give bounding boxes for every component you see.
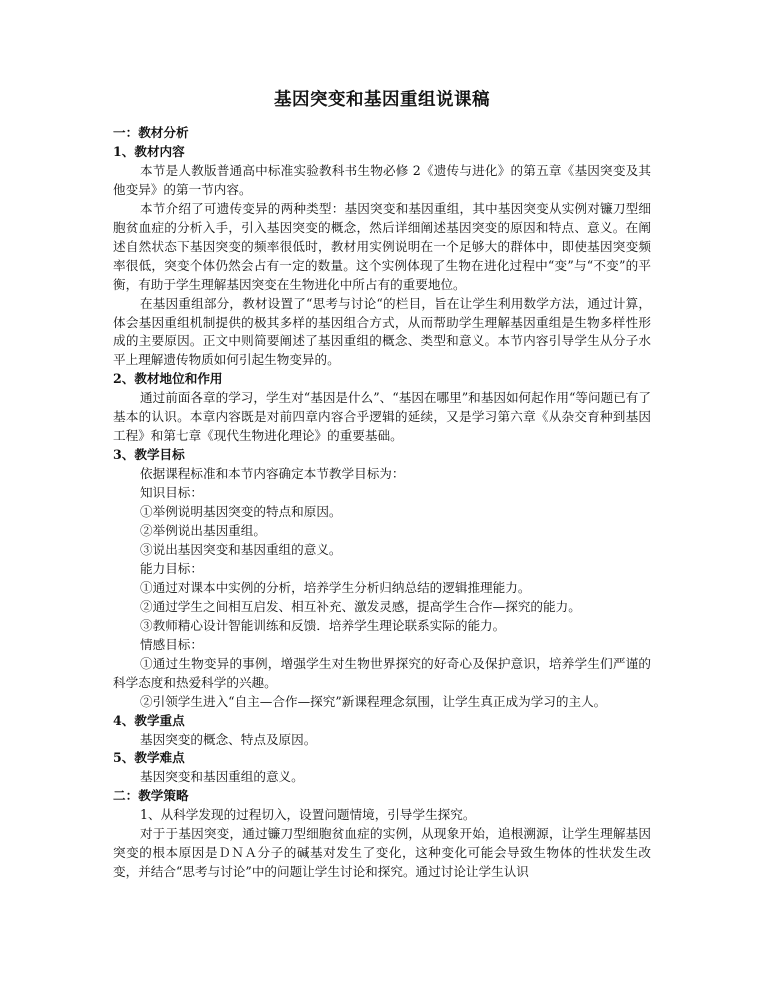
goal-item: ②通过学生之间相互启发、相互补充、激发灵感，提高学生合作—探究的能力。: [140, 598, 581, 614]
subsection-heading: 1、教材内容: [113, 143, 185, 159]
goal-item: ③教师精心设计智能训练和反馈．培养学生理论联系实际的能力。: [140, 617, 506, 633]
section-heading: 二：教学策略: [113, 788, 189, 804]
paragraph: 基因突变的概念、特点及原因。: [140, 731, 317, 747]
goal-heading: 知识目标：: [140, 485, 203, 501]
subsection-heading: 5、教学难点: [113, 750, 185, 766]
paragraph: 对于于基因突变，通过镰刀型细胞贫血症的实例，从现象开始，追根溯源，让学生理解基因突变的根本原因是ＤＮＡ分子的碱基对发生了变化，这种变化可能会导致生物体的性状发生改变，并结合“思考与讨论”中的问题让学生讨论和探究。通过讨论让学生认识: [113, 826, 651, 880]
section-heading: 一：教材分析: [113, 125, 189, 140]
paragraph: 在基因重组部分，教材设置了“思考与讨论“的栏目，旨在让学生利用数学方法，通过计算，体会基因重组机制提供的极其多样的基因组合方式，从而帮助学生理解基因重组是生物多样性形成的主要原因。正文中则简要阐述了基因重组的概念、类型和意义。本节内容引导学生从分子水平上理解遗传物质如何引起生物变异的。: [113, 295, 651, 368]
paragraph: 本节介绍了可遗传变异的两种类型：基因突变和基因重组，其中基因突变从实例对镰刀型细胞贫血症的分析入手，引入基因突变的概念，然后详细阐述基因突变的原因和特点、意义。在阐述自然状态下基因突变的频率很低时，教材用实例说明在一个足够大的群体中，即使基因突变频率很低，突变个体仍然会占有一定的数量。这个实例体现了生物在进化过程中“变”与“不变”的平衡，有助于学生理解基因突变在生物进化中所占有的重要地位。: [113, 200, 651, 292]
subsection-heading: 4、教学重点: [113, 712, 185, 728]
document-page: [113, 88, 651, 882]
goal-item: ②举例说出基因重组。: [140, 523, 266, 539]
paragraph: 1、从科学发现的过程切入，设置问题情境，引导学生探究。: [140, 807, 476, 823]
goal-item: ①举例说明基因突变的特点和原因。: [140, 504, 342, 520]
goal-item: ③说出基因突变和基因重组的意义。: [140, 541, 342, 557]
goal-item: ①通过生物变异的事例，增强学生对生物世界探究的好奇心及保护意识，培养学生们严谨的科学态度和热爱科学的兴趣。: [113, 655, 651, 690]
goal-heading: 情感目标：: [140, 636, 203, 652]
paragraph: 基因突变和基因重组的意义。: [140, 769, 304, 785]
paragraph: 本节是人教版普通高中标准实验教科书生物必修 2《遗传与进化》的第五章《基因突变及其他变异》的第一节内容。: [113, 162, 651, 197]
goal-item: ①通过对课本中实例的分析，培养学生分析归纳总结的逻辑推理能力。: [140, 579, 531, 595]
document-title: 基因突变和基因重组说课稿: [274, 90, 490, 110]
subsection-heading: 3、教学目标: [113, 447, 185, 463]
goal-heading: 能力目标：: [140, 560, 203, 576]
paragraph: 依据课程标准和本节内容确定本节教学目标为：: [140, 466, 405, 482]
goal-item: ②引领学生进入“自主—合作—探究”新课程理念氛围，让学生真正成为学习的主人。: [140, 693, 607, 709]
paragraph: 通过前面各章的学习，学生对“基因是什么”、“基因在哪里”和基因如何起作用“等问题已有了基本的认识。本章内容既是对前四章内容合乎逻辑的延续，又是学习第六章《从杂交育种到基因工程》和第七章《现代生物进化理论》的重要基础。: [113, 390, 651, 444]
subsection-heading: 2、教材地位和作用: [113, 371, 223, 387]
